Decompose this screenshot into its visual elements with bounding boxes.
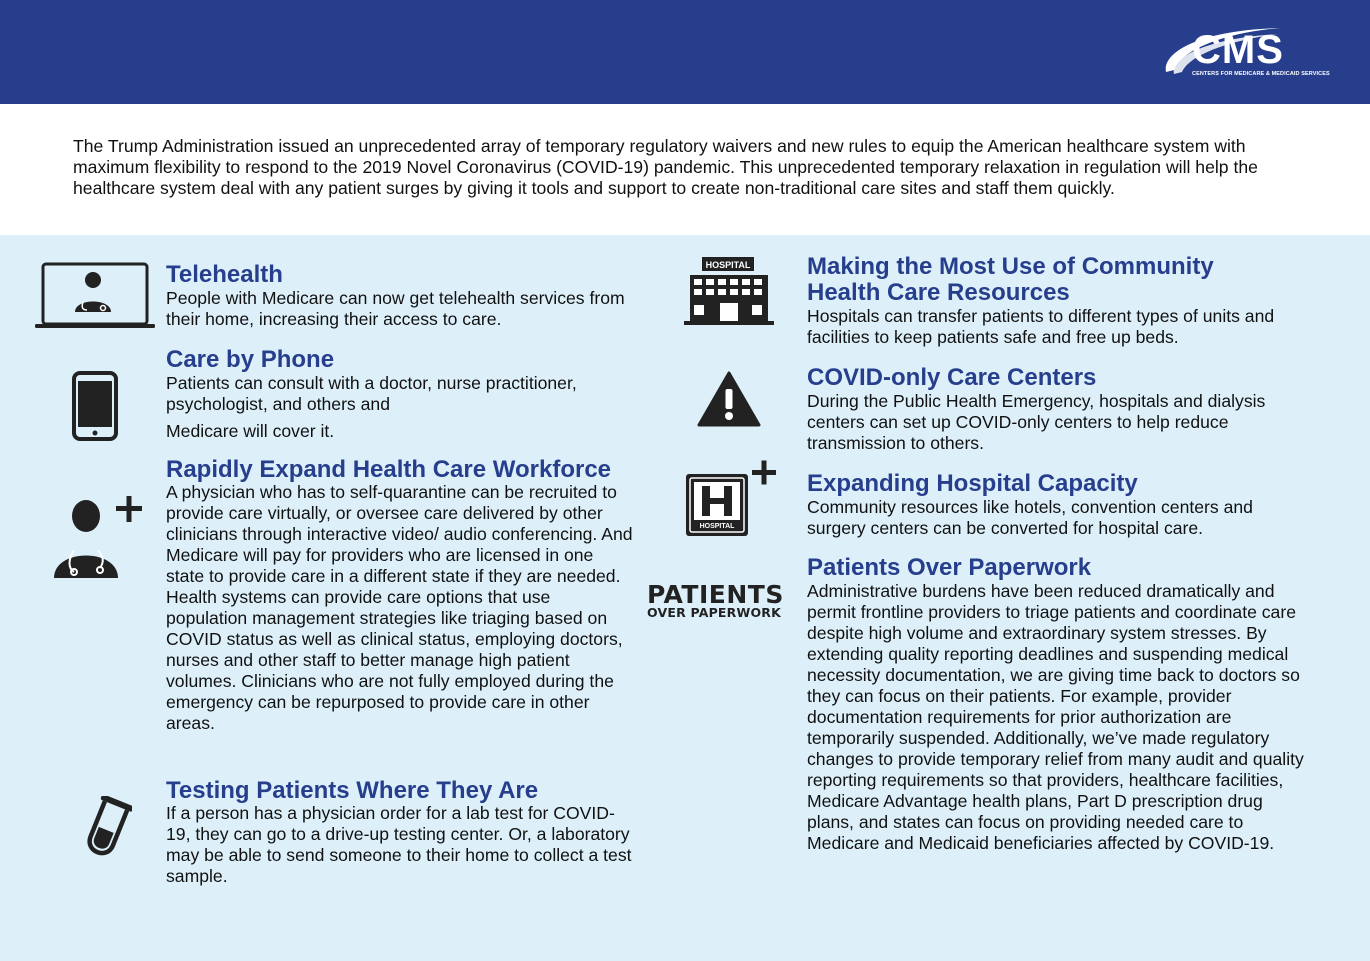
- testing-body: If a person has a physician order for a lab test for COVID-19, they can go to a drive-up testing center. Or, a laboratory may be able to send someone to their home to collect a test sample.: [166, 803, 632, 886]
- covid-centers-title: COVID-only Care Centers: [807, 364, 1097, 391]
- testing-title: Testing Patients Where They Are: [166, 777, 539, 804]
- telehealth-body: People with Medicare can now get telehealth services from their home, increasing their access to care.: [166, 288, 625, 329]
- paperwork-title: Patients Over Paperwork: [807, 554, 1092, 581]
- workforce-body: A physician who has to self-quarantine can be recruited to provide care virtually, or oversee care delivered by other clinicians through interactive video/ audio conferencing. And Medicare will pay for providers who are licensed in one state to provide care in a different state if they are needed. Health systems can provide care options that use population management strategies like triaging based on COVID status as well as clinical status, employing doctors, nurses and other staff to better manage high patient volumes. Clinicians who are not fully employed during the emergency can be repurposed to provide care in other areas.: [166, 482, 633, 733]
- care-by-phone-title: Care by Phone: [166, 346, 335, 373]
- workforce-title: Rapidly Expand Health Care Workforce: [166, 456, 612, 483]
- logo-over-paperwork-text: OVER PAPERWORK: [647, 605, 782, 620]
- capacity-title: Expanding Hospital Capacity: [807, 470, 1138, 497]
- doctor-plus-icon: [52, 492, 144, 582]
- intro-section: [0, 104, 1370, 235]
- hospital-building-icon: [684, 255, 774, 327]
- community-body: Hospitals can transfer patients to different types of units and facilities to keep patients safe and free up beds.: [807, 306, 1275, 347]
- hospital-sign-plus-icon: [684, 458, 780, 540]
- telehealth-title: Telehealth: [166, 261, 283, 288]
- patients-over-paperwork-logo: [647, 582, 787, 619]
- hospital-building-label: HOSPITAL: [705, 260, 751, 270]
- test-tube-icon: [82, 796, 132, 860]
- logo-patients-text: PATIENTS: [647, 580, 784, 609]
- capacity-body: Community resources like hotels, convention centers and surgery centers can be converted for hospital care.: [807, 497, 1253, 538]
- community-title-line1: Making the Most Use of Community: [807, 253, 1214, 280]
- smartphone-icon: [72, 371, 118, 441]
- paperwork-body: Administrative burdens have been reduced dramatically and permit frontline providers to triage patients and coordinate care despite high volume and extraordinary system stresses. By extending quality reporting deadlines and suspending medical necessity documentation, we are giving time back to doctors so they can focus on their patients. For example, provider documentation requirements for prior authorization are temporarily suspended. Additionally, we’ve made regulatory changes to provide temporary relief from many audit and quality reporting requirements so that providers, healthcare facilities, Medicare Advantage health plans, Part D prescription drug plans, and states can focus on providing needed care to Medicare and Medicaid beneficiaries affected by COVID-19.: [807, 581, 1304, 853]
- laptop-doctor-icon: [35, 262, 155, 330]
- warning-icon: [697, 371, 761, 427]
- logo-text: CMS: [1192, 28, 1284, 72]
- cms-logo: [1160, 22, 1330, 84]
- covid-centers-body: During the Public Health Emergency, hospitals and dialysis centers can set up COVID-only centers to help reduce transmission to others.: [807, 391, 1266, 453]
- care-by-phone-body-2: Medicare will cover it.: [166, 421, 335, 441]
- logo-subtext: CENTERS FOR MEDICARE & MEDICAID SERVICES: [1192, 71, 1330, 77]
- intro-paragraph: The Trump Administration issued an unprecedented array of temporary regulatory waivers and new rules to equip the American healthcare system with maximum flexibility to respond to the 2019 Novel Coronavirus (COVID-19) pandemic. This unprecedented temporary relaxation in regulation will help the healthcare system deal with any patient surges by giving it tools and support to create non-traditional care sites and staff them quickly.: [73, 136, 1258, 198]
- care-by-phone-body: Patients can consult with a doctor, nurse practitioner, psychologist, and others and: [166, 373, 577, 414]
- community-title-line2: Health Care Resources: [807, 279, 1070, 306]
- header-banner: [0, 0, 1370, 104]
- hospital-sign-label: HOSPITAL: [699, 523, 735, 530]
